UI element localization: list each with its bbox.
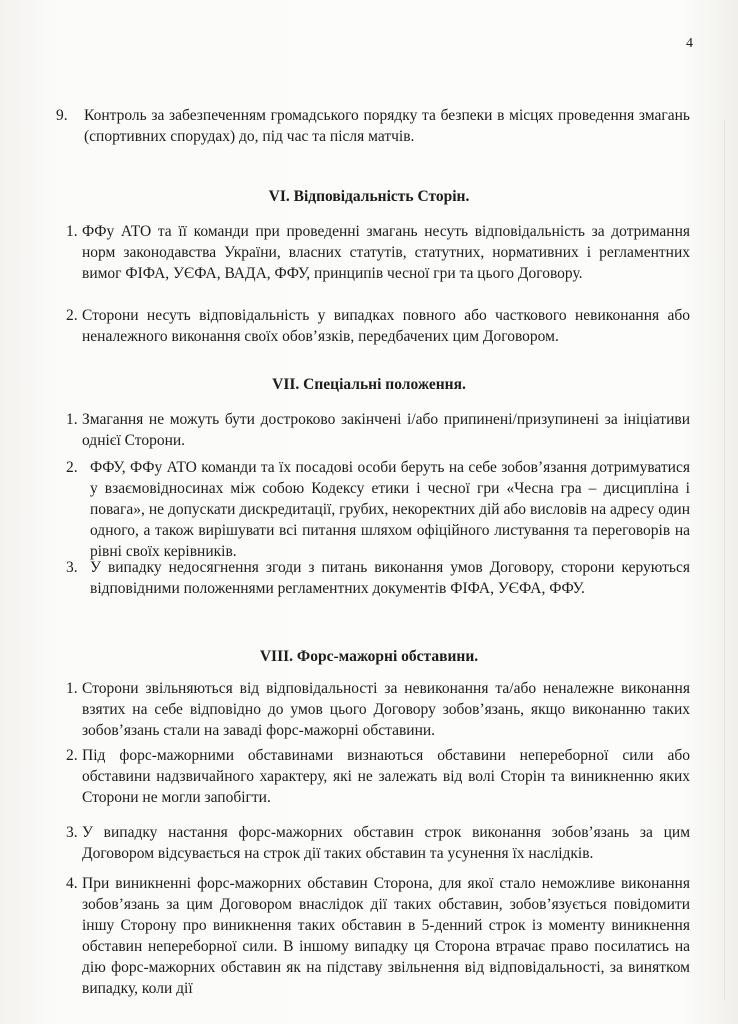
item-text: При виникненні форс-мажорних обставин Сторона, для якої стало неможливе виконання зобов’язань за цим Договором внаслідок дії таких обставин, зобов’язується повідомити іншу Сторону про виникнення таких обставин в 5-денний строк із моменту виникнення обставин непереборної сили. В іншому випадку ця Сторона втрачає право посилатись на дію форс-мажорних обставин як на підставу звільнення від відповідальності, за винятком випадку, коли дії [82,875,690,997]
list-item [66,745,690,808]
list-item [66,557,690,599]
item-number: 1. [66,411,78,428]
list-item [66,822,690,864]
item-text: Сторони несуть відповідальність у випадках повного або часткового невиконання або неналежного виконання своїх обов’язків, передбачених цим Договором. [82,307,690,345]
item-text: Сторони звільняються від відповідальності за невиконання та/або неналежне виконання взятих на себе відповідно до умов цього Договору зобов’язань, якщо виконанню таких зобов’язань стали на заваді форс-мажорні обставини. [82,680,690,739]
item-number: 9. [56,107,68,124]
item-number: 3. [66,824,78,841]
item-number: 1. [66,223,78,240]
item-number: 2. [66,307,78,324]
item-number: 4. [66,875,78,892]
list-item [66,409,690,451]
list-item [66,457,690,562]
item-number: 3. [66,559,78,576]
item-number: 2. [66,459,78,476]
list-item [66,221,690,284]
section-heading-vi: VI. Відповідальність Сторін. [268,188,470,205]
item-text: ФФУ, ФФу АТО команди та їх посадові особи беруть на себе зобов’язання дотримуватися у взаємовідносинах між собою Кодексу етики і чесної гри «Чесна гра – дисципліна і повага», не допускати дискредитації, грубих, некоректних дій або висловів на адресу один одного, а також вирішувати всі питання шляхом офіційного листування та переговорів на рівні своїх керівників. [90,459,690,560]
paper-edge-line [724,120,725,1000]
section-heading-viii: VIII. Форс-мажорні обставини. [259,648,479,665]
item-number: 2. [66,747,78,764]
item-text: Контроль за забезпеченням громадського порядку та безпеки в місцях проведення змагань (спортивних спорудах) до, під час та після матчів. [84,107,690,145]
item-text: Змагання не можуть бути достроково закінчені і/або припинені/призупинені за ініціативи однієї Сторони. [82,411,690,449]
item-number: 1. [66,680,78,697]
list-item [56,105,690,147]
item-text: ФФу АТО та її команди при проведенні змагань несуть відповідальність за дотримання норм законодавства України, власних статутів, статутних, нормативних і регламентних вимог ФІФА, УЄФА, ВАДА, ФФУ, принципів чесної гри та цього Договору. [82,223,690,282]
list-item [66,678,690,741]
item-text: У випадку недосягнення згоди з питань виконання умов Договору, сторони керуються відповідними положеннями регламентних документів ФІФА, УЄФА, ФФУ. [90,559,690,597]
section-heading-vii: VII. Спеціальні положення. [272,376,466,393]
list-item [66,305,690,347]
page-number: 4 [686,36,693,51]
item-text: У випадку настання форс-мажорних обставин строк виконання зобов’язань за цим Договором відсувається на строк дії таких обставин та усунення їх наслідків. [82,824,690,862]
list-item [66,873,690,999]
item-text: Під форс-мажорними обставинами визнаються обставини непереборної сили або обставини надзвичайного характеру, які не залежать від волі Сторін та виникненню яких Сторони не могли запобігти. [82,747,690,806]
